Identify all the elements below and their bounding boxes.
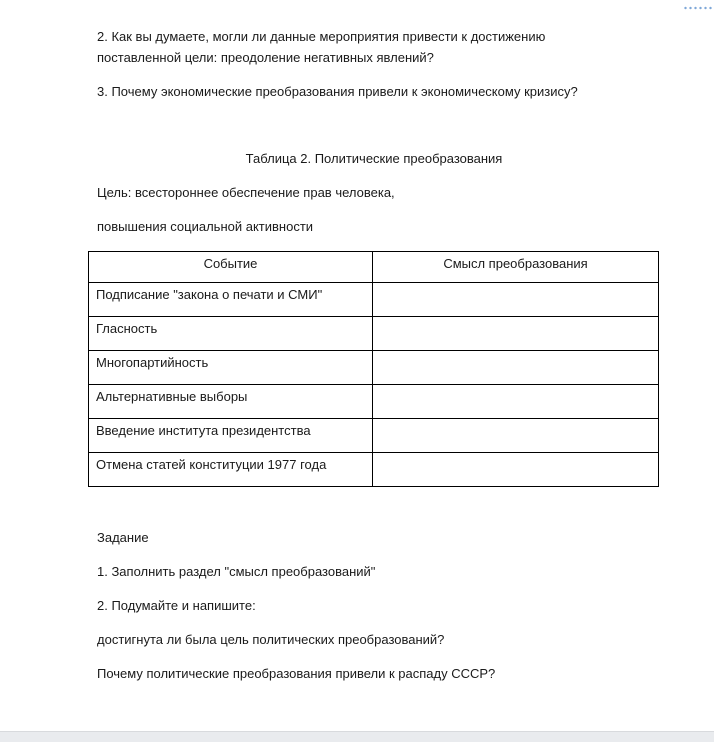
- goal-line-2: повышения социальной активности: [97, 219, 314, 234]
- event-cell: Введение института президентства: [89, 419, 373, 453]
- task-2a: достигнута ли была цель политических преобразований?: [97, 632, 445, 647]
- question-3: 3. Почему экономические преобразования привели к экономическому кризису?: [97, 84, 578, 99]
- table-title: Таблица 2. Политические преобразования: [245, 151, 503, 166]
- question-2-line-2: поставленной цели: преодоление негативных явлений?: [97, 50, 434, 65]
- table-row: [89, 351, 659, 385]
- event-cell: Гласность: [89, 317, 373, 351]
- meaning-cell[interactable]: [373, 385, 659, 419]
- table-header-row: [89, 252, 659, 283]
- event-cell: Альтернативные выборы: [89, 385, 373, 419]
- table-row: [89, 419, 659, 453]
- meaning-cell[interactable]: [373, 351, 659, 385]
- task-2b: Почему политические преобразования привели к распаду СССР?: [97, 666, 496, 681]
- task-heading: Задание: [97, 530, 149, 545]
- header-meaning: Смысл преобразования: [373, 252, 659, 283]
- event-cell: Отмена статей конституции 1977 года: [89, 453, 373, 487]
- header-event: Событие: [89, 252, 373, 283]
- meaning-cell[interactable]: [373, 453, 659, 487]
- task-1: 1. Заполнить раздел "смысл преобразований": [97, 564, 376, 579]
- transformations-table: [88, 251, 659, 487]
- table-row: [89, 317, 659, 351]
- meaning-cell[interactable]: [373, 283, 659, 317]
- goal-line-1: Цель: всестороннее обеспечение прав человека,: [97, 185, 395, 200]
- meaning-cell[interactable]: [373, 419, 659, 453]
- table-row: [89, 453, 659, 487]
- meaning-cell[interactable]: [373, 317, 659, 351]
- task-2: 2. Подумайте и напишите:: [97, 598, 256, 613]
- event-cell: Подписание "закона о печати и СМИ": [89, 283, 373, 317]
- window-bottom-bar: [0, 731, 714, 742]
- event-cell: Многопартийность: [89, 351, 373, 385]
- question-2-line-1: 2. Как вы думаете, могли ли данные мероприятия привести к достижению: [97, 29, 546, 44]
- table-row: [89, 385, 659, 419]
- page-corner-marker: [683, 6, 713, 10]
- table-row: [89, 283, 659, 317]
